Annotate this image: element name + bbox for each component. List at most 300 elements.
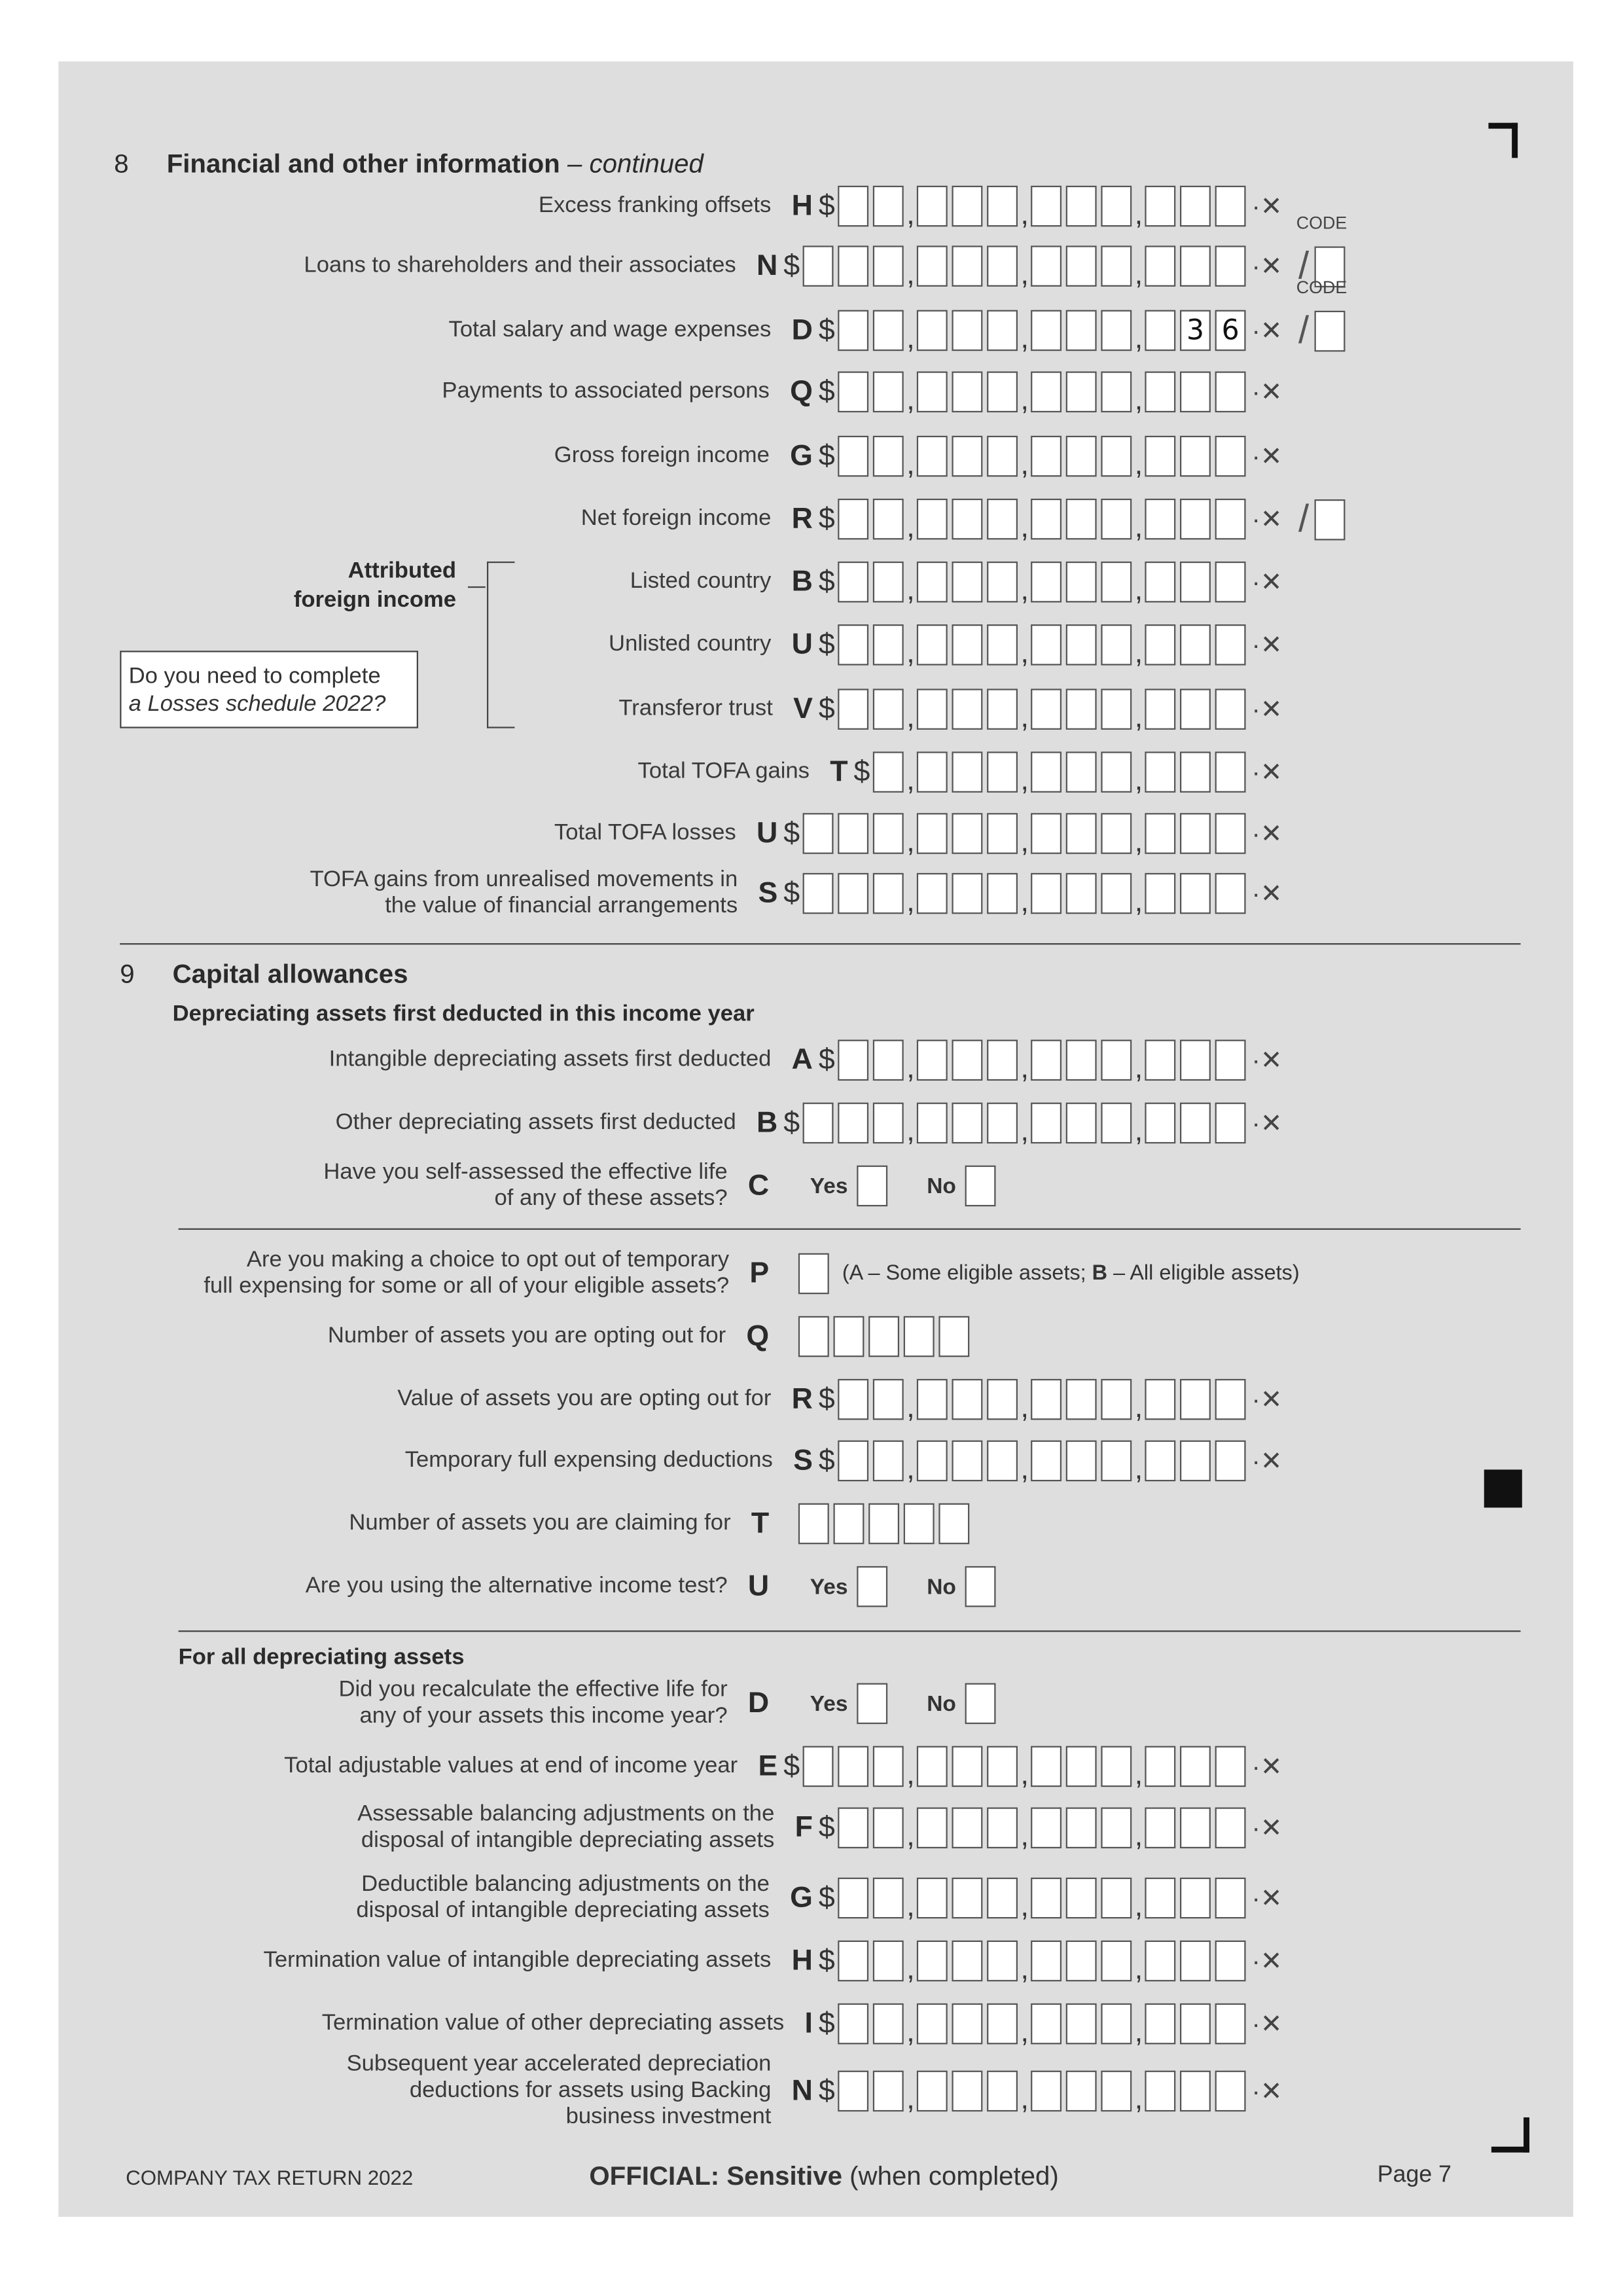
digit-box[interactable] xyxy=(1066,1746,1097,1787)
digit-box[interactable] xyxy=(1101,1040,1132,1081)
digit-box[interactable] xyxy=(1180,813,1211,854)
digit-box[interactable] xyxy=(1066,813,1097,854)
digit-box[interactable] xyxy=(987,1441,1018,1482)
digit-box[interactable] xyxy=(1180,1878,1211,1919)
digit-box[interactable] xyxy=(987,1040,1018,1081)
digit-box[interactable] xyxy=(873,1040,904,1081)
digit-box[interactable] xyxy=(952,689,982,730)
digit-box[interactable] xyxy=(1215,499,1246,540)
code-box[interactable] xyxy=(1315,499,1346,540)
digit-box[interactable] xyxy=(987,436,1018,477)
digit-box[interactable] xyxy=(1101,2071,1132,2112)
digit-box[interactable] xyxy=(1031,562,1061,603)
digit-box[interactable] xyxy=(838,1441,868,1482)
thousands-separator: , xyxy=(1020,885,1029,918)
digit-box[interactable] xyxy=(917,624,948,666)
digit-box[interactable] xyxy=(938,1503,969,1545)
digit-box[interactable] xyxy=(1145,813,1175,854)
field-row-r xyxy=(580,490,1310,548)
digit-box[interactable] xyxy=(1145,562,1175,603)
digit-box[interactable] xyxy=(1066,436,1097,477)
digit-box[interactable] xyxy=(1066,751,1097,793)
digit-box[interactable] xyxy=(1066,371,1097,412)
digit-box[interactable] xyxy=(1101,310,1132,351)
digit-box[interactable] xyxy=(917,371,948,412)
digit-box[interactable] xyxy=(873,751,904,793)
digit-box[interactable] xyxy=(1215,245,1246,287)
digit-box[interactable] xyxy=(987,1379,1018,1420)
no-cents-icon: ·✕ xyxy=(1251,1751,1283,1781)
digit-box[interactable] xyxy=(1101,1441,1132,1482)
digit-box[interactable] xyxy=(917,186,948,227)
digit-box[interactable] xyxy=(1101,1746,1132,1787)
digit-box[interactable] xyxy=(873,186,904,227)
field-letter: S xyxy=(793,1444,813,1477)
digit-box[interactable] xyxy=(1031,371,1061,412)
digit-box[interactable] xyxy=(1215,1746,1246,1787)
digit-box[interactable] xyxy=(873,245,904,287)
no-checkbox[interactable] xyxy=(965,1683,995,1725)
digit-box[interactable] xyxy=(1066,245,1097,287)
digit-box[interactable] xyxy=(873,2071,904,2112)
digit-box[interactable] xyxy=(987,624,1018,666)
digit-box[interactable] xyxy=(987,873,1018,914)
digit-box[interactable] xyxy=(873,813,904,854)
digit-box[interactable] xyxy=(1066,310,1097,351)
digit-box[interactable] xyxy=(838,1941,868,1982)
digit-box[interactable] xyxy=(1215,1103,1246,1144)
digit-box[interactable] xyxy=(1180,499,1211,540)
digit-box[interactable] xyxy=(1145,2003,1175,2045)
digit-box[interactable] xyxy=(1145,1441,1175,1482)
digit-box[interactable] xyxy=(1101,245,1132,287)
digit-box[interactable] xyxy=(917,1746,948,1787)
digit-box[interactable] xyxy=(1101,371,1132,412)
digit-box[interactable] xyxy=(1066,562,1097,603)
digit-box[interactable] xyxy=(952,624,982,666)
digit-box[interactable] xyxy=(1031,751,1061,793)
digit-box[interactable]: 3 xyxy=(1180,310,1211,351)
digit-box[interactable] xyxy=(1215,1379,1246,1420)
digit-box[interactable] xyxy=(917,2003,948,2045)
no-checkbox[interactable] xyxy=(965,1566,995,1607)
digit-box[interactable] xyxy=(838,873,868,914)
digit-box[interactable] xyxy=(873,1746,904,1787)
digit-box[interactable] xyxy=(838,1040,868,1081)
yes-checkbox[interactable] xyxy=(857,1683,887,1725)
digit-box[interactable] xyxy=(917,1807,948,1848)
digit-box[interactable] xyxy=(1180,689,1211,730)
digit-box[interactable] xyxy=(904,1503,935,1545)
digit-box[interactable] xyxy=(917,1103,948,1144)
digit-box[interactable] xyxy=(1066,689,1097,730)
digit-box[interactable] xyxy=(803,1103,834,1144)
digit-box[interactable] xyxy=(873,1103,904,1144)
digit-box[interactable] xyxy=(952,499,982,540)
label-line: Are you making a choice to opt out of temporary xyxy=(246,1247,730,1272)
digit-box[interactable] xyxy=(952,436,982,477)
digit-box[interactable] xyxy=(803,873,834,914)
digit-box[interactable] xyxy=(873,499,904,540)
digit-box[interactable] xyxy=(1145,1379,1175,1420)
digit-box[interactable] xyxy=(1215,689,1246,730)
digit-box[interactable] xyxy=(952,245,982,287)
code-box[interactable] xyxy=(1296,276,1347,351)
digit-box[interactable] xyxy=(917,873,948,914)
digit-box[interactable] xyxy=(1066,1103,1097,1144)
digit-box[interactable] xyxy=(1215,2071,1246,2112)
digit-box[interactable] xyxy=(873,371,904,412)
digit-box[interactable] xyxy=(917,245,948,287)
field-label xyxy=(539,193,771,219)
field-row-u xyxy=(609,616,1290,674)
field-row-c xyxy=(323,1157,956,1215)
digit-box[interactable] xyxy=(917,436,948,477)
digit-box[interactable] xyxy=(1215,186,1246,227)
digit-box[interactable] xyxy=(833,1503,864,1545)
digit-box[interactable] xyxy=(1101,1379,1132,1420)
digit-box[interactable] xyxy=(873,2003,904,2045)
digit-box[interactable] xyxy=(1180,873,1211,914)
digit-box[interactable] xyxy=(987,813,1018,854)
field-row-r xyxy=(397,1370,1289,1428)
digit-box[interactable] xyxy=(917,751,948,793)
digit-box[interactable] xyxy=(1066,1941,1097,1982)
digit-box[interactable] xyxy=(1101,2003,1132,2045)
digit-box[interactable] xyxy=(873,624,904,666)
digit-box[interactable] xyxy=(1066,186,1097,227)
digit-box[interactable] xyxy=(1180,1441,1211,1482)
thousands-separator: , xyxy=(906,701,915,734)
thousands-separator: , xyxy=(1134,885,1143,918)
digit-box[interactable] xyxy=(987,1746,1018,1787)
digit-box[interactable] xyxy=(952,1878,982,1919)
digit-box[interactable] xyxy=(1180,1941,1211,1982)
digit-box[interactable] xyxy=(1145,1040,1175,1081)
digit-box[interactable] xyxy=(1145,873,1175,914)
digit-box[interactable] xyxy=(803,1746,834,1787)
digit-box[interactable] xyxy=(1145,689,1175,730)
digit-box[interactable] xyxy=(952,751,982,793)
digit-box[interactable] xyxy=(838,436,868,477)
digit-box[interactable] xyxy=(917,1040,948,1081)
digit-box[interactable] xyxy=(952,1103,982,1144)
digit-box[interactable] xyxy=(987,499,1018,540)
digit-box[interactable] xyxy=(1101,813,1132,854)
digit-box[interactable] xyxy=(1215,436,1246,477)
digit-box[interactable] xyxy=(1145,499,1175,540)
digit-box[interactable] xyxy=(917,499,948,540)
digit-box[interactable] xyxy=(873,1379,904,1420)
digit-box[interactable] xyxy=(1145,1807,1175,1848)
thousands-separator: , xyxy=(1134,1820,1143,1852)
no-cents-icon: ·✕ xyxy=(1251,1812,1283,1842)
digit-box[interactable] xyxy=(987,310,1018,351)
field-label xyxy=(356,1872,769,1924)
digit-box[interactable] xyxy=(987,371,1018,412)
digit-box[interactable] xyxy=(1145,1878,1175,1919)
digit-box[interactable] xyxy=(838,499,868,540)
digit-box[interactable] xyxy=(952,1941,982,1982)
digit-box[interactable] xyxy=(952,310,982,351)
digit-box[interactable] xyxy=(952,2003,982,2045)
digit-box[interactable] xyxy=(1145,371,1175,412)
digit-box[interactable] xyxy=(987,1103,1018,1144)
digit-box[interactable] xyxy=(1145,310,1175,351)
digit-box[interactable] xyxy=(1215,562,1246,603)
digit-box[interactable] xyxy=(1031,1807,1061,1848)
digit-box[interactable] xyxy=(1031,1103,1061,1144)
digit-box[interactable] xyxy=(1101,751,1132,793)
digit-box[interactable] xyxy=(1066,499,1097,540)
digit-box[interactable] xyxy=(833,1316,864,1357)
digit-box[interactable] xyxy=(1145,1103,1175,1144)
digit-box[interactable] xyxy=(803,245,834,287)
digit-box[interactable] xyxy=(1031,689,1061,730)
digit-box[interactable] xyxy=(917,1878,948,1919)
digit-box[interactable] xyxy=(1180,2071,1211,2112)
digit-box[interactable] xyxy=(1180,751,1211,793)
digit-box[interactable] xyxy=(1180,245,1211,287)
digit-box[interactable] xyxy=(1180,1040,1211,1081)
digit-box[interactable] xyxy=(1101,689,1132,730)
digit-box[interactable] xyxy=(952,186,982,227)
digit-box[interactable] xyxy=(917,813,948,854)
digit-box[interactable] xyxy=(1180,371,1211,412)
digit-box[interactable] xyxy=(873,873,904,914)
digit-box[interactable] xyxy=(1031,1441,1061,1482)
thousands-separator: , xyxy=(1134,1890,1143,1922)
digit-box[interactable] xyxy=(987,751,1018,793)
digit-box[interactable] xyxy=(917,310,948,351)
field-letter: C xyxy=(747,1169,770,1202)
subheading-all-assets: For all depreciating assets xyxy=(178,1645,465,1670)
digit-box[interactable] xyxy=(987,2003,1018,2045)
digit-box[interactable] xyxy=(838,1103,868,1144)
digit-box[interactable] xyxy=(838,310,868,351)
thousands-separator: , xyxy=(906,636,915,670)
digit-box[interactable] xyxy=(917,1441,948,1482)
digit-box[interactable] xyxy=(1031,2071,1061,2112)
digit-box[interactable] xyxy=(1101,186,1132,227)
field-row-p xyxy=(204,1244,1300,1302)
digit-box[interactable] xyxy=(873,1441,904,1482)
digit-box[interactable] xyxy=(1066,1441,1097,1482)
digit-box[interactable] xyxy=(1101,562,1132,603)
digit-box[interactable] xyxy=(987,689,1018,730)
digit-box[interactable] xyxy=(873,310,904,351)
digit-box[interactable] xyxy=(952,371,982,412)
digit-box[interactable] xyxy=(838,1807,868,1848)
digit-box[interactable] xyxy=(873,1878,904,1919)
digit-box[interactable] xyxy=(1145,624,1175,666)
digit-box[interactable] xyxy=(1145,2071,1175,2112)
digit-box[interactable] xyxy=(1031,1878,1061,1919)
digit-box[interactable] xyxy=(952,1040,982,1081)
digit-box[interactable] xyxy=(1180,1746,1211,1787)
digit-box[interactable] xyxy=(1066,2071,1097,2112)
digit-box[interactable] xyxy=(1215,751,1246,793)
digit-box[interactable] xyxy=(1215,371,1246,412)
digit-box[interactable] xyxy=(952,562,982,603)
digit-box[interactable] xyxy=(838,562,868,603)
yes-checkbox[interactable] xyxy=(857,1166,887,1207)
footer-classification-note: (when completed) xyxy=(842,2161,1059,2191)
digit-box[interactable] xyxy=(952,873,982,914)
digit-box[interactable] xyxy=(952,813,982,854)
digit-box[interactable] xyxy=(873,1941,904,1982)
digit-box[interactable] xyxy=(1031,624,1061,666)
digit-box[interactable] xyxy=(1101,1878,1132,1919)
digit-box[interactable] xyxy=(1215,1941,1246,1982)
digit-box[interactable]: 6 xyxy=(1215,310,1246,351)
digit-box[interactable] xyxy=(868,1316,899,1357)
label-line: Value of assets you are opting out for xyxy=(397,1386,772,1412)
digit-box[interactable] xyxy=(1031,1379,1061,1420)
digit-box[interactable] xyxy=(873,436,904,477)
digit-box[interactable] xyxy=(987,2071,1018,2112)
digit-box[interactable] xyxy=(987,245,1018,287)
digit-box[interactable] xyxy=(987,186,1018,227)
digit-box[interactable] xyxy=(1215,873,1246,914)
yes-checkbox[interactable] xyxy=(857,1566,887,1607)
digit-box[interactable] xyxy=(1101,873,1132,914)
digit-box[interactable] xyxy=(1066,873,1097,914)
digit-box[interactable] xyxy=(1180,2003,1211,2045)
digit-box[interactable] xyxy=(838,1878,868,1919)
digit-box[interactable] xyxy=(1066,1878,1097,1919)
digit-box[interactable] xyxy=(1180,1807,1211,1848)
digit-box[interactable] xyxy=(917,1379,948,1420)
digit-box[interactable] xyxy=(838,624,868,666)
digit-box[interactable] xyxy=(952,1746,982,1787)
digit-box[interactable] xyxy=(1180,624,1211,666)
digit-box[interactable] xyxy=(868,1503,899,1545)
digit-box[interactable] xyxy=(1031,499,1061,540)
digit-box[interactable] xyxy=(1066,1807,1097,1848)
digit-box[interactable] xyxy=(838,1379,868,1420)
digit-box[interactable] xyxy=(1180,186,1211,227)
registration-square xyxy=(1484,1469,1522,1507)
digit-box[interactable] xyxy=(1101,624,1132,666)
digit-box[interactable] xyxy=(838,245,868,287)
digit-box[interactable] xyxy=(873,689,904,730)
digit-box[interactable] xyxy=(838,1746,868,1787)
digit-box[interactable] xyxy=(952,2071,982,2112)
digit-box[interactable] xyxy=(917,689,948,730)
digit-box[interactable] xyxy=(1066,2003,1097,2045)
digit-box[interactable] xyxy=(1031,1941,1061,1982)
no-cents-icon: ·✕ xyxy=(1251,629,1283,659)
digit-box[interactable] xyxy=(952,1807,982,1848)
digit-box[interactable] xyxy=(1215,1441,1246,1482)
digit-box[interactable] xyxy=(1180,1379,1211,1420)
digit-box[interactable] xyxy=(1180,436,1211,477)
digit-box[interactable] xyxy=(798,1503,829,1545)
field-letter: B xyxy=(791,565,813,598)
digit-box[interactable] xyxy=(838,813,868,854)
digit-box[interactable] xyxy=(987,1878,1018,1919)
digit-box[interactable] xyxy=(1031,2003,1061,2045)
digit-box[interactable] xyxy=(1031,186,1061,227)
digit-box[interactable] xyxy=(1031,1040,1061,1081)
digit-box[interactable] xyxy=(917,1941,948,1982)
digit-box[interactable] xyxy=(1145,1746,1175,1787)
digit-box[interactable] xyxy=(1101,499,1132,540)
digit-box[interactable] xyxy=(1215,2003,1246,2045)
digit-box[interactable] xyxy=(873,562,904,603)
field-label xyxy=(554,820,736,846)
digit-box[interactable] xyxy=(838,2071,868,2112)
dollar-sign: $ xyxy=(818,1382,835,1415)
digit-box[interactable] xyxy=(1215,624,1246,666)
digit-box[interactable] xyxy=(1066,1040,1097,1081)
digit-box[interactable] xyxy=(1215,813,1246,854)
digit-box[interactable] xyxy=(1180,562,1211,603)
digit-box[interactable] xyxy=(952,1379,982,1420)
digit-box[interactable] xyxy=(1145,186,1175,227)
digit-box[interactable] xyxy=(1101,1941,1132,1982)
digit-box[interactable] xyxy=(1180,1103,1211,1144)
digit-box[interactable] xyxy=(838,186,868,227)
field-row-u xyxy=(554,804,1290,863)
code-label: CODE xyxy=(1296,211,1347,233)
digit-box[interactable] xyxy=(1145,245,1175,287)
digit-box[interactable] xyxy=(1066,624,1097,666)
digit-box[interactable] xyxy=(1031,436,1061,477)
section-9-heading xyxy=(120,960,408,990)
digit-box[interactable] xyxy=(838,371,868,412)
digit-box[interactable] xyxy=(838,689,868,730)
choice-box[interactable] xyxy=(798,1253,829,1295)
digit-box[interactable] xyxy=(1145,1941,1175,1982)
digit-box[interactable] xyxy=(1101,436,1132,477)
digit-box[interactable] xyxy=(917,562,948,603)
digit-box[interactable] xyxy=(952,1441,982,1482)
digit-box[interactable] xyxy=(1145,436,1175,477)
digit-box[interactable] xyxy=(1031,1746,1061,1787)
digit-box[interactable] xyxy=(987,1941,1018,1982)
digit-box[interactable] xyxy=(1145,751,1175,793)
digit-box[interactable] xyxy=(1215,1878,1246,1919)
digit-box[interactable] xyxy=(1031,873,1061,914)
label-line: Did you recalculate the effective life for xyxy=(338,1677,728,1702)
digit-box[interactable] xyxy=(1031,813,1061,854)
digit-box[interactable] xyxy=(987,562,1018,603)
digit-box[interactable] xyxy=(904,1316,935,1357)
digit-box[interactable] xyxy=(1101,1103,1132,1144)
field-letter: H xyxy=(791,189,813,222)
dollar-sign: $ xyxy=(783,1749,800,1782)
digit-box[interactable] xyxy=(838,2003,868,2045)
choice-hint xyxy=(842,1262,1300,1285)
digit-box[interactable] xyxy=(1215,1807,1246,1848)
digit-box[interactable] xyxy=(1031,310,1061,351)
thousands-separator: , xyxy=(1020,1890,1029,1922)
digit-box[interactable] xyxy=(803,813,834,854)
digit-box[interactable] xyxy=(917,2071,948,2112)
digit-box[interactable] xyxy=(1215,1040,1246,1081)
no-checkbox[interactable] xyxy=(965,1166,995,1207)
losses-note-line-1: Do you need to complete xyxy=(128,664,381,689)
digit-box[interactable] xyxy=(1031,245,1061,287)
digit-box[interactable] xyxy=(798,1316,829,1357)
digit-box[interactable] xyxy=(1101,1807,1132,1848)
digit-box[interactable] xyxy=(873,1807,904,1848)
digit-box[interactable] xyxy=(938,1316,969,1357)
digit-box[interactable] xyxy=(1066,1379,1097,1420)
digit-box[interactable] xyxy=(987,1807,1018,1848)
